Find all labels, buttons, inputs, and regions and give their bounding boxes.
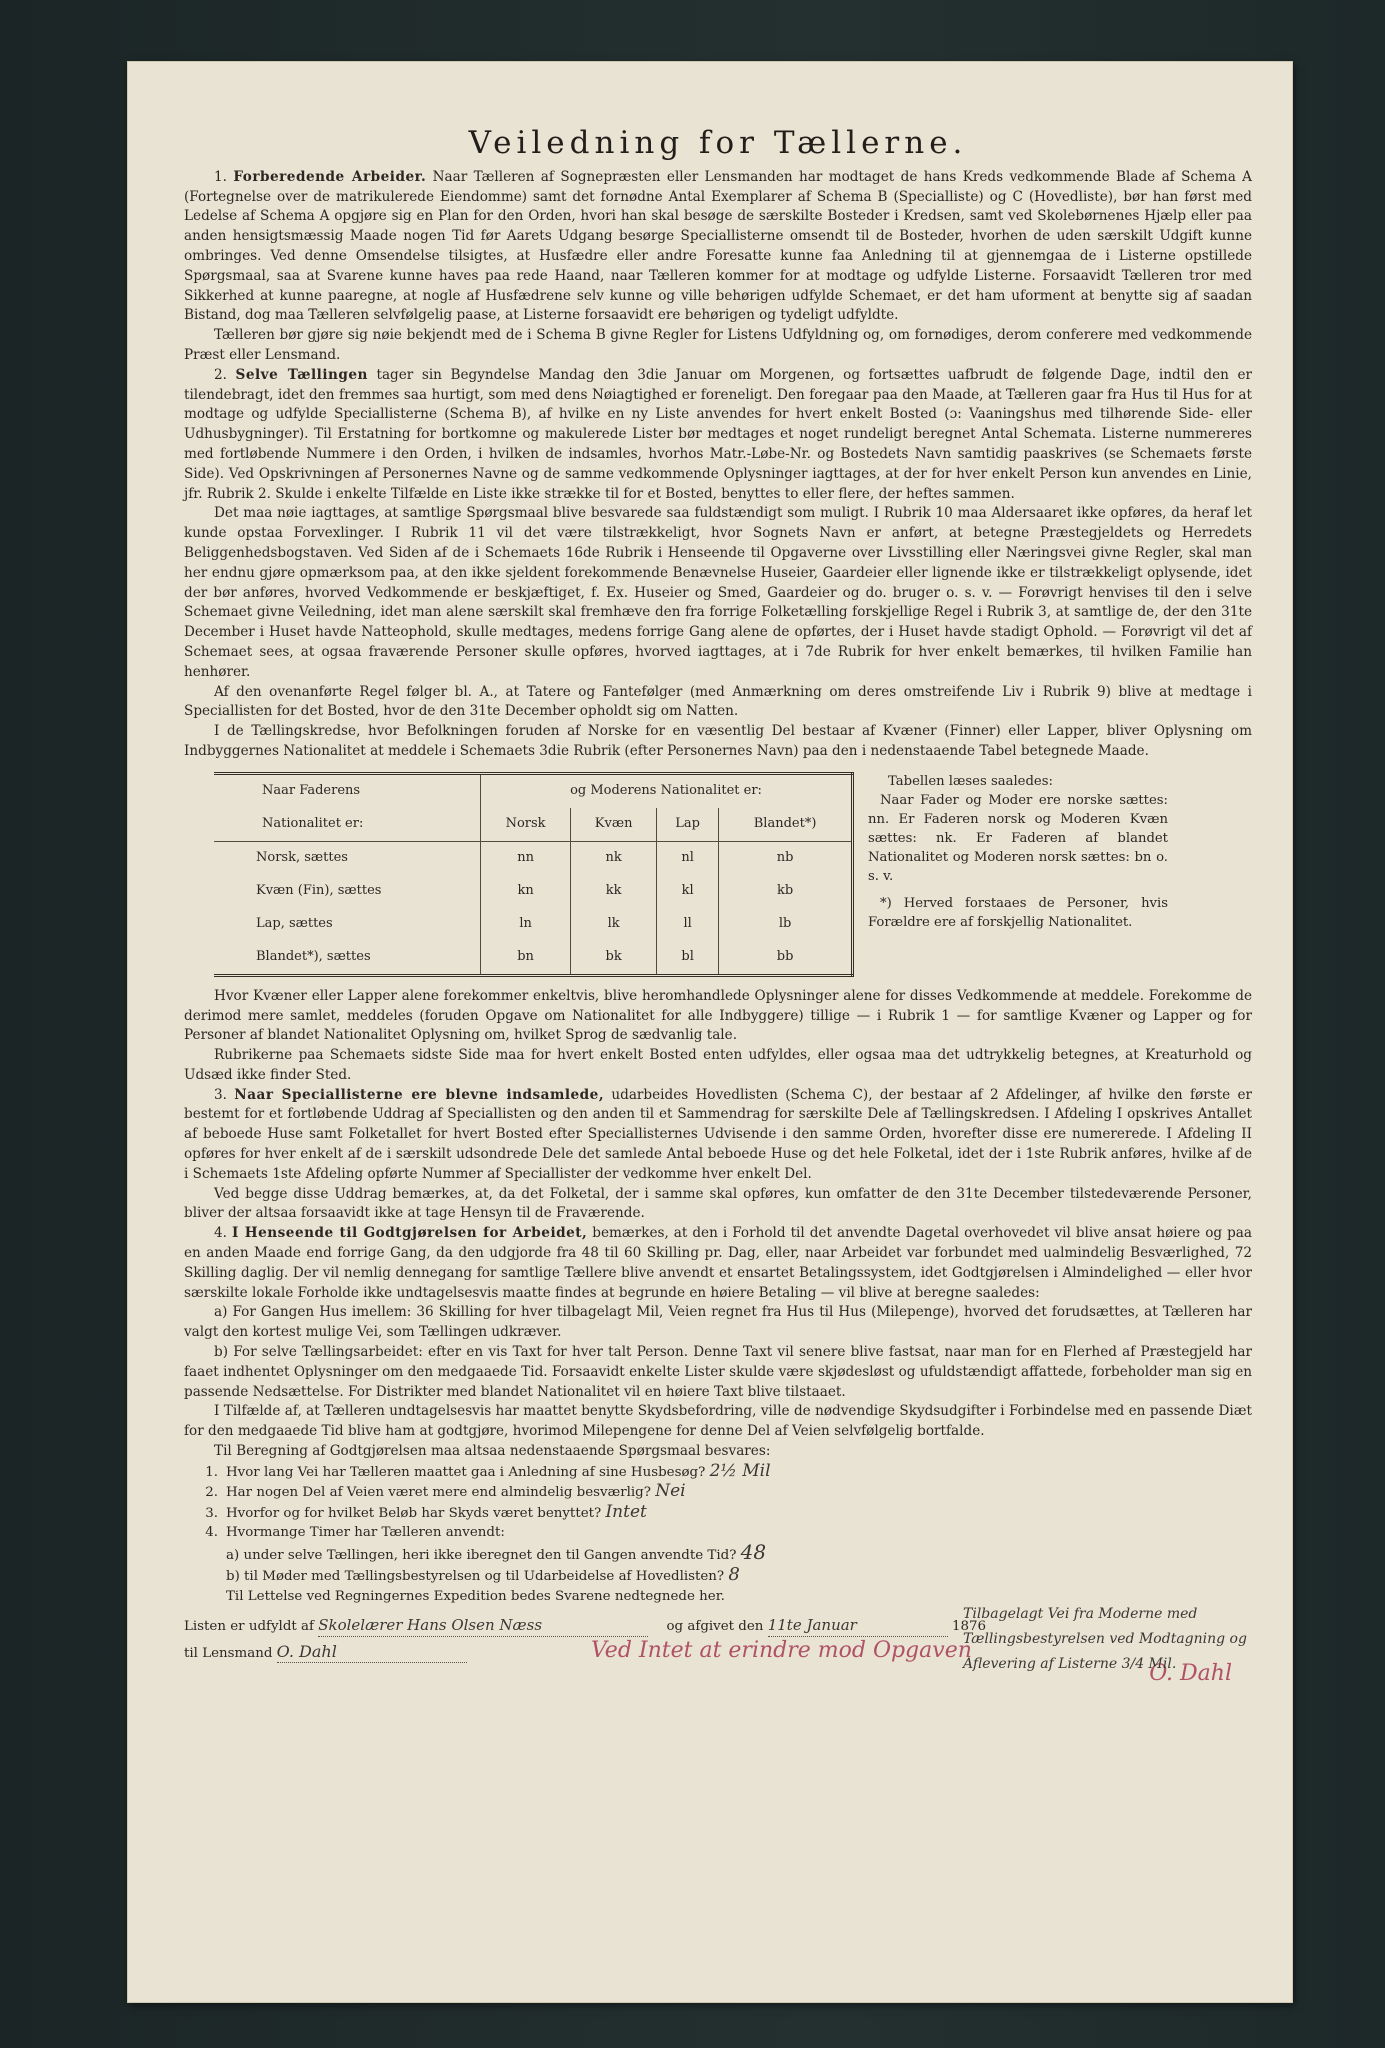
table-explanation [868, 772, 1168, 977]
approval-signature: O. Dahl [1149, 1660, 1232, 1686]
delivered-label: og afgivet den [666, 1619, 764, 1635]
table-header-left-2: Nationalitet er: [214, 808, 481, 842]
section-heading: I Henseende til Godtgjørelsen for Arbeidet, [232, 1225, 588, 1242]
question-number: 1. [205, 1464, 218, 1480]
section-number: 2. [214, 366, 227, 383]
table-cell: bl [657, 941, 719, 976]
section-heading: Forberedende Arbeider. [233, 168, 427, 185]
question-item [184, 1523, 874, 1543]
section-1 [184, 168, 1252, 326]
table-cell: nl [657, 841, 719, 875]
table-cell: ll [657, 908, 719, 941]
section-text: udarbeides Hovedlisten (Schema C), der bestaar af 2 Afdelinger, af hvilke den første er bestemt for et fortløbende Uddrag af Speciallisten og den anden til et Sammendrag for særskilte Dele af Tællingskredsen. I Afdeling I opskrives Antallet af beboede Huse samt Folketallet for hvert Bosted efter Speciallisternes Udvisende i den samme Orden, hvorefter disse ere numererede. I Afdeling II opføres for hver enkelt af de i særskilt udsondrede Dele det samlede Antal beboede Huse og det hele Folketal, idet der i 1ste Rubrik anføres, hvilke af de i Schemaets 1ste Afdeling opførte Nummer af Speciallister der vedkomme hver enkelt Del. [184, 1086, 1253, 1182]
section-2 [184, 366, 1252, 505]
table-cell: lk [571, 908, 657, 941]
question-answer: 2½ Mil [709, 1460, 771, 1481]
section-heading: Naar Speciallisterne ere blevne indsamlede, [234, 1086, 605, 1103]
question-item [184, 1503, 874, 1524]
question-number: 2. [205, 1485, 218, 1501]
section-heading: Selve Tællingen [235, 366, 368, 383]
margin-note [963, 1602, 1263, 1677]
table-row [214, 841, 853, 875]
question-text: Hvorfor og for hvilket Beløb har Skyds været benyttet? [226, 1505, 602, 1521]
nationality-table [214, 772, 854, 977]
row-label: Kvæn (Fin), sættes [256, 883, 382, 899]
table-row [214, 908, 853, 941]
table-cell: lb [719, 908, 853, 941]
approval-note: Ved Intet at erindre mod Opgaven [590, 1638, 972, 1664]
section-4-paragraph-3: Til Beregning af Godtgjørelsen maa altsaa nedenstaaende Spørgsmaal besvares: [214, 1443, 771, 1460]
section-4 [184, 1224, 1252, 1303]
table-row [214, 875, 853, 908]
subquestion-item [184, 1539, 874, 1566]
table-note-body: Naar Fader og Moder ere norske sættes: nn. Er Faderen norsk og Moderen Kvæn sættes: nk. Er Faderen af blandet Nationalitet og Moderen norsk sættes: bn o. s. v. [868, 792, 1168, 884]
table-header-left-1: Naar Faderens [262, 783, 361, 799]
page-title: Veiledning for Tællerne. [468, 125, 968, 161]
table-cell: nb [719, 841, 853, 875]
delivered-year: 1876 [951, 1619, 987, 1635]
section-text: Naar Tælleren af Sognepræsten eller Lensmanden har modtaget de hans Kreds vedkommende Blade af Schema A (Fortegnelse over de matrikulerede Eiendomme) samt det fornødne Antal Exemplarer af Schema B (Specialliste) og C (Hovedliste), bør han først med Ledelse af Schema A opgjøre sig en Plan for den Orden, hvori han skal besøge de særskilte Bosteder i Kredsen, samt ved Skolebørnenes Hjælp eller paa anden hensigtsmæssig Maade nogen Tid før Aarets Udgang besørge Speciallisterne omsendt til de Bosteder, hvorhen de uden særskilt Udgift kunne ombringes. Ved denne Omsendelse tilsigtes, at Husfædre eller andre Foresatte kunne faa Anledning til at gjennemgaa de i Listerne opstillede Spørgsmaal, saa at Svarene kunne haves paa rede Haand, naar Tælleren kommer for at modtage og udfylde Listerne. Forsaavidt Tælleren tror med Sikkerhed at kunne paaregne, at nogle af Husfædrene selv kunne og ville behørigen udfylde Schemaet, er det ham uforment at benytte sig af saadan Bistand, dog maa Tælleren selvfølgelig paase, at Listerne forsaavidt ere behørigen og tydeligt udfyldte. [184, 168, 1252, 324]
section-number: 1. [214, 168, 227, 185]
section-3-paragraph-2: Ved begge disse Uddrag bemærkes, at, da det Folketal, der i samme skal opføres, kun omfatter de den 31te December tilstedeværende Personer, bliver der altsaa forsaavidt ikke at tage Hensyn til de Fraværende. [184, 1185, 1252, 1222]
subquestion-text: a) under selve Tællingen, heri ikke iberegnet den til Gangen anvendte Tid? [226, 1547, 737, 1563]
subquestion-item [184, 1565, 874, 1587]
filled-by-label: Listen er udfyldt af [184, 1619, 314, 1635]
closing-line: Til Lettelse ved Regningernes Expedition bedes Svarene nedtegnede her. [226, 1588, 725, 1604]
table-cell: ln [481, 908, 571, 941]
question-answer: Nei [655, 1481, 686, 1502]
section-2-paragraph-3: Af den ovenanførte Regel følger bl. A., at Tatere og Fantefølger (med Anmærkning om deres omstreifende Liv i Rubrik 9) blive at medtage i Speciallisten for det Bosted, hvor de den 31te December opholdt sig om Natten. [184, 683, 1252, 720]
table-cell: bn [481, 941, 571, 976]
table-header-right: og Moderens Nationalitet er: [481, 773, 853, 808]
section-4-paragraph-2: I Tilfælde af, at Tælleren undtagelsesvis har maattet benytte Skydsbefordring, ville de nødvendige Skydsudgifter i Forbindelse med en passende Diæt for den medgaaede Tid blive ham at godtgjøre, hvorimod Milepengene for denne Del af Veien selvfølgelig bortfalde. [184, 1403, 1252, 1440]
column-header: Blandet*) [719, 808, 853, 842]
after-table-paragraph-2: Rubrikerne paa Schemaets sidste Side maa for hvert enkelt Bosted enten udfyldes, eller ogsaa maa det udtrykkelig betegnes, at Kreaturhold og Udsæd ikke finder Sted. [184, 1047, 1252, 1083]
column-header: Kvæn [571, 808, 657, 842]
row-label: Norsk, sættes [256, 850, 348, 866]
table-row [214, 941, 853, 976]
table-note-footnote: *) Herved forstaaes de Personer, hvis Forældre ere af forskjellig Nationalitet. [868, 895, 1168, 930]
section-2-paragraph-4: I de Tællingskredse, hvor Befolkningen foruden af Norske for en væsentlig Del bestaar af Kvæner (Finner) eller Lapper, bliver Oplysning om Indbyggernes Nationalitet at meddele i Schemaets 3die Rubrik (efter Personernes Navn) paa den i nedenstaaende Tabel betegnede Maade. [184, 723, 1252, 759]
section-4-item-b: b) For selve Tællingsarbeidet: efter en vis Taxt for hver talt Person. Denne Taxt vil senere blive fastsat, naar man for en Flerhed af Præstegjeld har faaet indhentet Oplysninger om den medgaaede Tid. Forsaavidt enkelte Lister skulde være skjødesløst og ufuldstændigt affattede, forbeholder man sig en passende Nedsættelse. For Distrikter med blandet Nationalitet vil en høiere Taxt blive tilstaaet. [184, 1344, 1252, 1400]
subquestion-text: b) til Møder med Tællingsbestyrelsen og til Udarbeidelse af Hovedlisten? [226, 1569, 725, 1585]
margin-note-text: Tilbagelagt Vei fra Moderne med Tællingsbestyrelsen ved Modtagning og Aflevering af Listerne 3/4 Mil. [963, 1606, 1247, 1672]
questions-list [184, 1462, 874, 1607]
question-item [184, 1482, 874, 1503]
table-cell: kb [719, 875, 853, 908]
nationality-table-block [184, 772, 1252, 977]
question-text: Har nogen Del af Veien været mere end almindelig besværlig? [226, 1485, 651, 1501]
document-page [128, 62, 1292, 2002]
subquestion-answer: 48 [740, 1539, 767, 1564]
row-label: Blandet*), sættes [256, 949, 371, 965]
section-number: 4. [214, 1225, 227, 1242]
table-cell: bb [719, 941, 853, 976]
section-1-paragraph-2: Tælleren bør gjøre sig nøie bekjendt med de i Schema B givne Regler for Listens Udfyldning og, om fornødiges, derom conferere med vedkommende Præst eller Lensmand. [184, 327, 1252, 363]
row-label: Lap, sættes [256, 916, 333, 932]
question-answer: Intet [605, 1501, 647, 1522]
lensmand-name: O. Dahl [277, 1642, 467, 1663]
table-cell: nn [481, 841, 571, 875]
section-text: bemærkes, at den i Forhold til det anvendte Dagetal overhovedet vil blive ansat høiere og paa en anden Maade end forrige Gang, da den udgjorde fra 48 til 60 Skilling pr. Dag, eller, naar Arbeidet var forbundet med ualmindelig Besværlighed, 72 Skilling daglig. Der vil nemlig dennegang for samtlige Tællere blive anvendt et ensartet Betalingssystem, idet Godtgjørelsen i Almindelighed — eller hvor særskilte lokale Forholde ikke undtagelsesvis maatte findes at begrunde en høiere Betaling — vil blive at beregne saaledes: [184, 1225, 1253, 1301]
table-cell: kk [571, 875, 657, 908]
question-text: Hvor lang Vei har Tælleren maattet gaa i Anledning af sine Husbesøg? [226, 1464, 706, 1480]
column-header: Lap [657, 808, 719, 842]
filled-by-name: Skolelærer Hans Olsen Næss [318, 1616, 648, 1637]
section-text: tager sin Begyndelse Mandag den 3die Januar om Morgenen, og fortsættes uafbrudt de følgende Dage, indtil den er tilendebragt, idet den fremmes saa hurtigt, som med dens Nøiagtighed er foreneligt. Den foregaar paa den Maade, at Tælleren gaar fra Hus til Hus for at modtage og udfylde Speciallisterne (Schema B), af hvilke en ny Liste anvendes for hvert enkelt Bosted (ɔ: Vaaningshus med tilhørende Side- eller Udhusbygninger). Til Erstatning for bortkomne og makulerede Lister bør medtages et noget rundeligt beregnet Antal Schemata. Listerne nummereres med fortløbende Nummere i den Orden, i hvilken de indsamles, hvorhos Matr.-Løbe-Nr. og Bostedets Navn samtidig paaskrives (se Schemaets første Side). Ved Opskrivningen af Personernes Navne og de samme vedkommende Oplysninger iagttages, at der for hver enkelt Person kun anvendes en Linie, jfr. Rubrik 2. Skulde i enkelte Tilfælde en Liste ikke strække til for et Bosted, benyttes to eller flere, der heftes sammen. [184, 366, 1252, 502]
question-number: 4. [205, 1525, 218, 1541]
table-note-heading: Tabellen læses saaledes: [888, 773, 1053, 789]
table-cell: kn [481, 875, 571, 908]
table-cell: kl [657, 875, 719, 908]
question-item [184, 1462, 874, 1483]
section-number: 3. [214, 1086, 227, 1103]
question-number: 3. [205, 1505, 218, 1521]
table-cell: bk [571, 941, 657, 976]
column-header: Norsk [481, 808, 571, 842]
after-table-paragraph-1: Hvor Kvæner eller Lapper alene forekommer enkeltvis, blive heromhandlede Oplysninger alene for disses Vedkommende at meddele. Forekomme de derimod mere samlet, meddeles (foruden Opgave om Nationalitet for alle Indbyggere) tillige — i Rubrik 1 — for samtlige Kvæner og Lapper og for Personer af blandet Nationalitet Oplysning om, hvilket Sprog de sædvanlig tale. [184, 987, 1252, 1044]
table-cell: nk [571, 841, 657, 875]
section-2-paragraph-2: Det maa nøie iagttages, at samtlige Spørgsmaal blive besvarede saa fuldstændigt som muligt. I Rubrik 10 maa Aldersaaret ikke opføres, da heraf let kunde opstaa Forvexlinger. I Rubrik 11 vil det være tilstrækkeligt, hvor Sognets Navn er anført, at betegne Præstegjeldets og Herredets Beliggenhedsbogstaven. Ved Siden af de i Schemaets 16de Rubrik i Henseende til Opgaverne over Livsstilling eller Næringsvei givne Regler, skal man her endnu gjøre opmærksom paa, at den ikke sjeldent forekommende Benævnelse Huseier, Gaardeier eller lignende ikke er tilstrækkeligt oplysende, idet der bør anføres, hvorved Vedkommende er beskjæftiget, f. Ex. Huseier og Smed, Gaardeier og do. bruger o. s. v. — Forøvrigt henvises til den i selve Schemaet givne Veiledning, idet man alene særskilt skal fremhæve den fra forrige Folketælling forskjellige Regel i Rubrik 3, at samtlige de, der den 31te December i Huset havde Natteophold, skulle medtages, medens forrige Gang alene de opførtes, der i Huset havde stadigt Ophold. — Forøvrigt vil det af Schemaet sees, at ogsaa fraværende Personer skulle opføres, hvorved iagttages, at i 7de Rubrik for hver enkelt bemærkes, til hvilken Familie han henhører. [184, 505, 1252, 680]
delivered-date: 11te Januar [768, 1616, 948, 1637]
section-4-item-a: a) For Gangen Hus imellem: 36 Skilling for hver tilbagelagt Mil, Veien regnet fra Hus til Hus (Milepenge), hvorved det forudsættes, at Tælleren har valgt den kortest mulige Vei, som Tællingen udkræver. [184, 1304, 1252, 1341]
section-3 [184, 1086, 1252, 1185]
question-text: Hvormange Timer har Tælleren anvendt: [226, 1525, 505, 1541]
lensmand-label: til Lensmand [184, 1646, 273, 1662]
subquestion-answer: 8 [728, 1564, 740, 1586]
